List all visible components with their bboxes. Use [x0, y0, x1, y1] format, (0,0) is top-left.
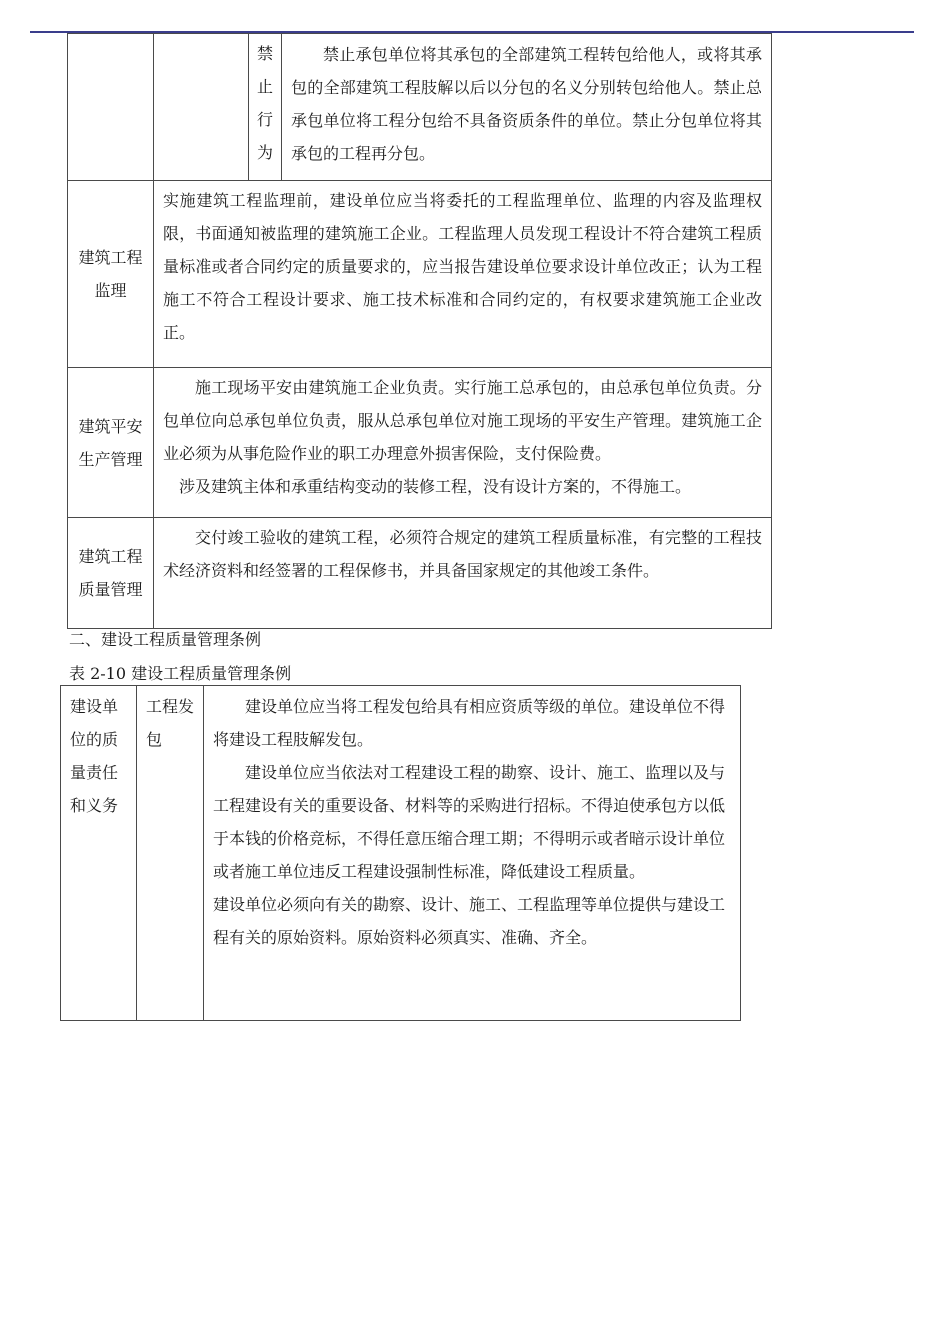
duty-label: 建设单位的质量责任和义务 [61, 686, 137, 1021]
supervision-text-cell [154, 181, 772, 368]
prohibit-label-char: 行 [256, 110, 273, 129]
quality-text: 交付竣工验收的建筑工程，必须符合规定的建筑工程质量标准，有完整的工程技术经济资料和经签署的工程保修书，并具备国家规定的其他竣工条件。 [163, 528, 762, 580]
empty-cell [68, 34, 154, 181]
prohibit-label-char: 禁 [256, 44, 273, 63]
prohibit-label-char: 为 [256, 143, 273, 162]
prohibit-label [249, 34, 282, 181]
prohibit-label-char: 止 [256, 77, 273, 96]
safety-text-p1: 施工现场平安由建筑施工企业负责。实行施工总承包的，由总承包单位负责。分包单位向总承包单位负责，服从总承包单位对施工现场的平安生产管理。建筑施工企业必须为从事危险作业的职工办理意外损害保险，支付保险费。 [163, 378, 762, 463]
empty-cell [154, 34, 249, 181]
contract-label: 工程发包 [137, 686, 204, 1021]
contract-text-p3: 建设单位必须向有关的勘察、设计、施工、工程监理等单位提供与建设工程有关的原始资料。原始资料必须真实、准确、齐全。 [213, 895, 726, 947]
prohibit-text-cell [282, 34, 772, 181]
safety-label: 建筑平安生产管理 [68, 368, 154, 518]
contract-text-p1: 建设单位应当将工程发包给具有相应资质等级的单位。建设单位不得将建设工程肢解发包。 [213, 697, 726, 749]
table-caption: 表 2-10 建设工程质量管理条例 [69, 664, 292, 683]
section-heading: 二、建设工程质量管理条例 [69, 630, 262, 649]
table-row [61, 686, 741, 1021]
table-row [68, 518, 772, 629]
supervision-label: 建筑工程监理 [68, 181, 154, 368]
table-row [68, 34, 772, 181]
contract-text-p2: 建设单位应当依法对工程建设工程的勘察、设计、施工、监理以及与工程建设有关的重要设备、材料等的采购进行招标。不得迫使承包方以低于本钱的价格竞标，不得任意压缩合理工期；不得明示或者暗示设计单位或者施工单位违反工程建设强制性标准，降低建设工程质量。 [213, 763, 726, 881]
quality-regulation-table [60, 685, 741, 1021]
safety-text-p2: 涉及建筑主体和承重结构变动的装修工程，没有设计方案的，不得施工。 [179, 477, 692, 496]
prohibit-text: 禁止承包单位将其承包的全部建筑工程转包给他人，或将其承包的全部建筑工程肢解以后以分包的名义分别转包给他人。禁止总承包单位将工程分包给不具备资质条件的单位。禁止分包单位将其承包的工程再分包。 [291, 45, 762, 163]
quality-text-cell [154, 518, 772, 629]
contract-text-cell [204, 686, 741, 1021]
safety-text-cell [154, 368, 772, 518]
supervision-text: 实施建筑工程监理前，建设单位应当将委托的工程监理单位、监理的内容及监理权限，书面通知被监理的建筑施工企业。工程监理人员发现工程设计不符合建筑工程质量标准或者合同约定的质量要求的，应当报告建设单位要求设计单位改正；认为工程施工不符合工程设计要求、施工技术标准和合同约定的，有权要求建筑施工企业改正。 [163, 191, 762, 342]
building-law-table [67, 33, 772, 629]
table-row [68, 368, 772, 518]
quality-label: 建筑工程质量管理 [68, 518, 154, 629]
table-row [68, 181, 772, 368]
